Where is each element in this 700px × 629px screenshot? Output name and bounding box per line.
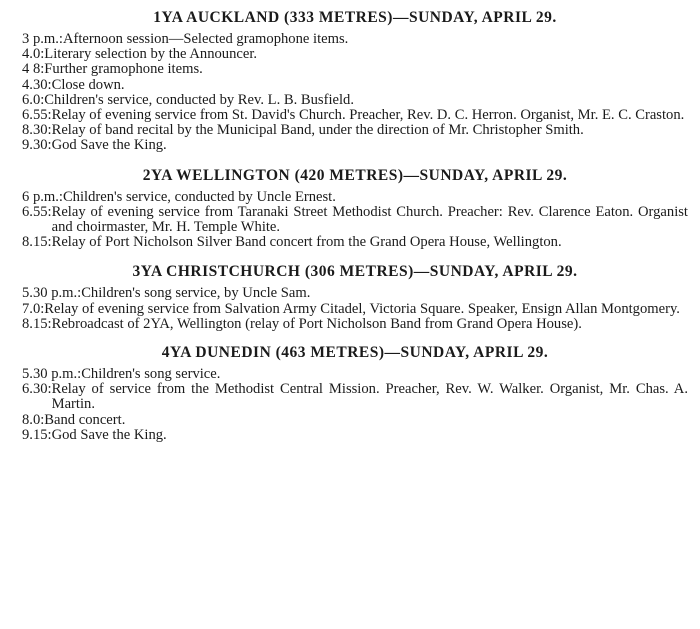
entry-text: Children's service, conducted by Uncle Ernest. xyxy=(62,188,336,205)
entry-time: 6.30: xyxy=(22,381,52,398)
programme-entry xyxy=(22,138,688,153)
entry-text: Further gramophone items. xyxy=(44,61,203,78)
entry-text: Rebroadcast of 2YA, Wellington (relay of Port Nicholson Band from Grand Opera House). xyxy=(51,315,582,332)
section-heading: 3YA CHRISTCHURCH (306 METRES)—SUNDAY, APRIL 29. xyxy=(132,263,578,281)
section-spacer xyxy=(22,332,688,341)
programme-entry xyxy=(22,317,688,332)
section-3ya-christchurch xyxy=(22,262,688,332)
programme-entry xyxy=(22,205,688,235)
section-spacer xyxy=(22,154,688,164)
entry-time: 3 p.m.: xyxy=(22,31,63,47)
programme-entry xyxy=(22,62,688,77)
programme-entry xyxy=(22,382,688,412)
entry-text: Close down. xyxy=(51,76,125,93)
section-4ya-dunedin xyxy=(22,343,688,443)
programme-entry xyxy=(22,47,688,62)
entry-text: Relay of service from the Methodist Central Mission. Preacher, Rev. W. Walker. Organist, Mr. Chas. A. Martin. xyxy=(51,381,688,413)
section-heading: 4YA DUNEDIN (463 METRES)—SUNDAY, APRIL 29. xyxy=(161,344,549,362)
entry-text: Band concert. xyxy=(44,411,126,428)
programme-entry xyxy=(22,413,688,428)
entry-time: 8.15: xyxy=(22,234,52,251)
entry-text: God Save the King. xyxy=(51,137,167,154)
programme-entry xyxy=(22,78,688,93)
section-heading: 2YA WELLINGTON (420 METRES)—SUNDAY, APRIL 29. xyxy=(142,166,568,184)
programme-entry xyxy=(22,286,688,301)
entry-time: 4.0: xyxy=(22,46,45,63)
entry-time: 9.30: xyxy=(22,137,52,154)
entry-text: Literary selection by the Announcer. xyxy=(44,46,258,63)
entry-time: 9.15: xyxy=(22,426,52,443)
entry-time: 8.15: xyxy=(22,315,52,332)
entry-text: Children's service, conducted by Rev. L. B. Busfield. xyxy=(44,91,355,108)
entry-time: 8.30: xyxy=(22,122,52,139)
entry-text: Afternoon session—Selected gramophone items. xyxy=(62,31,349,47)
entry-time: 6 p.m.: xyxy=(22,188,63,205)
entry-text: Relay of evening service from St. David's Church. Preacher, Rev. D. C. Herron. Organist, Mr. E. C. Craston. xyxy=(51,107,685,124)
programme-entry xyxy=(22,428,688,443)
section-heading: 1YA AUCKLAND (333 METRES)—SUNDAY, APRIL 29. xyxy=(153,9,557,26)
entry-time: 7.0: xyxy=(22,300,45,317)
entry-time: 4.30: xyxy=(22,76,52,93)
programme-entry xyxy=(22,302,688,317)
entry-time: 5.30 p.m.: xyxy=(22,366,82,383)
entry-time: 5.30 p.m.: xyxy=(22,285,82,302)
entry-text: Relay of band recital by the Municipal Band, under the direction of Mr. Christopher Smith. xyxy=(51,122,584,139)
entry-text: Relay of evening service from Taranaki Street Methodist Church. Preacher: Rev. Clarence Eaton. Organist and choirmaster, Mr. H. Temple White. xyxy=(51,203,688,236)
programme-entry xyxy=(22,190,688,205)
section-spacer xyxy=(22,250,688,260)
programme-entry xyxy=(22,93,688,108)
entry-text: Children's song service, by Uncle Sam. xyxy=(81,285,311,302)
programme-entry xyxy=(22,123,688,138)
section-1ya-auckland xyxy=(22,8,688,154)
entry-time: 6.55: xyxy=(22,107,52,124)
programme-entry xyxy=(22,32,688,47)
entry-text: Relay of Port Nicholson Silver Band concert from the Grand Opera House, Wellington. xyxy=(51,234,562,251)
entry-time: 6.0: xyxy=(22,91,45,108)
entry-time: 6.55: xyxy=(22,203,52,220)
programme-entry xyxy=(22,235,688,250)
programme-entry xyxy=(22,108,688,123)
entry-text: Relay of evening service from Salvation Army Citadel, Victoria Square. Speaker, Ensign Allan Montgomery. xyxy=(44,300,680,317)
entry-text: God Save the King. xyxy=(51,426,167,443)
programme-entry xyxy=(22,367,688,382)
entry-time: 8.0: xyxy=(22,411,45,428)
entry-time: 4 8: xyxy=(22,61,45,78)
entry-text: Children's song service. xyxy=(81,366,221,383)
section-2ya-wellington xyxy=(22,166,688,251)
